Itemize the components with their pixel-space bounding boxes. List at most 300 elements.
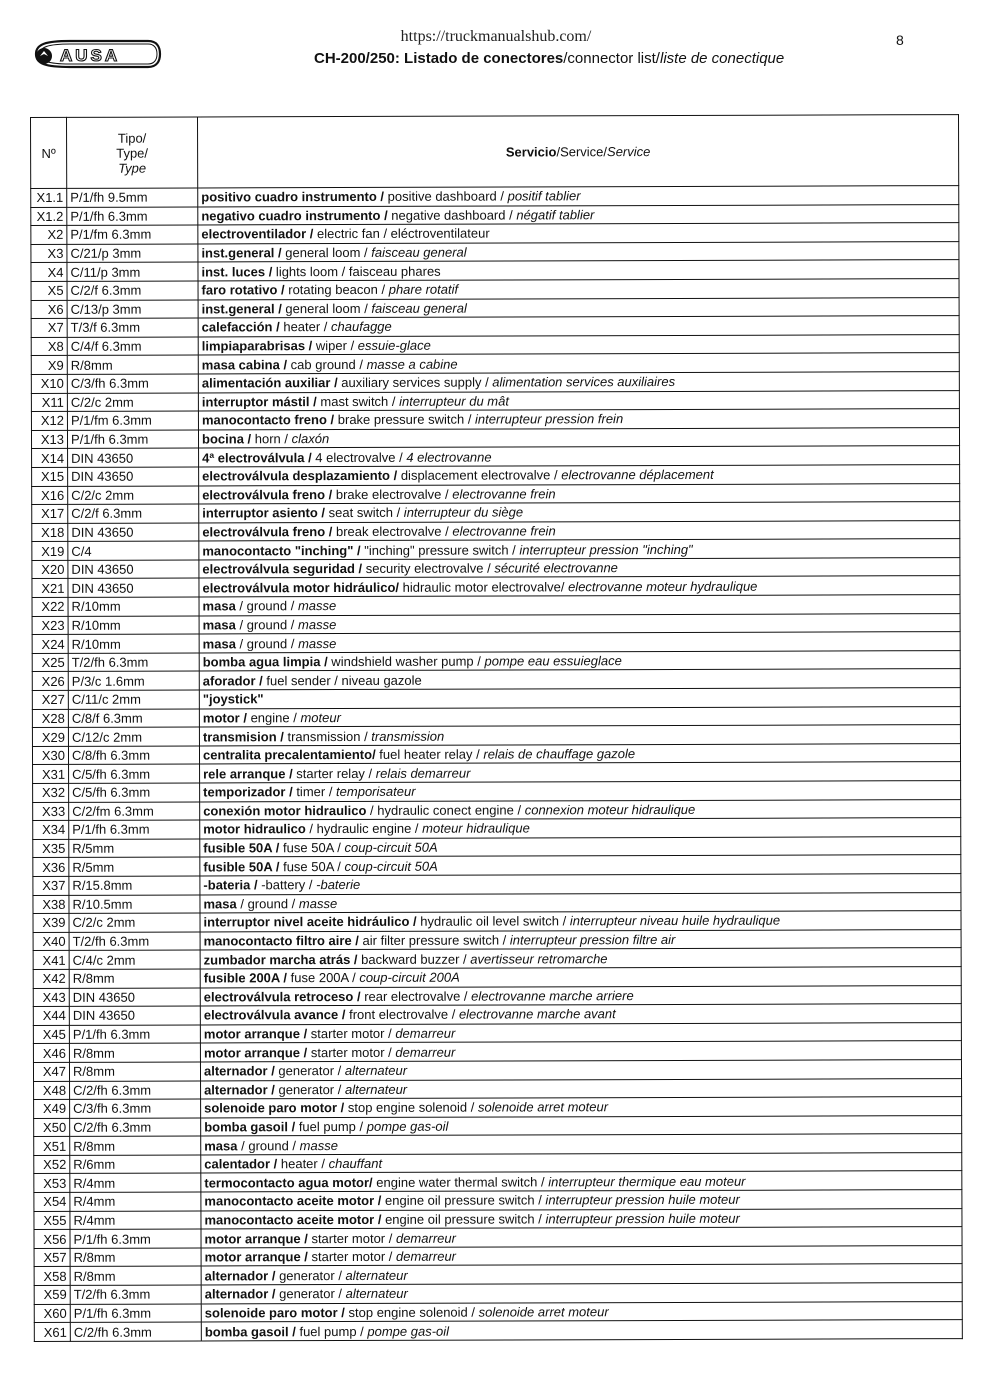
connector-number: X51 — [34, 1137, 70, 1156]
service-en: / ground / — [235, 635, 299, 651]
service-fr: connexion moteur hidraulique — [524, 801, 696, 818]
connector-service — [199, 539, 960, 560]
service-fr: essuie-glace — [357, 337, 431, 354]
service-en: brake pressure switch / — [334, 412, 476, 428]
connector-number: X55 — [34, 1211, 70, 1230]
service-es: inst.general / — [201, 301, 282, 317]
service-fr: electrovanne moteur hydraulique — [568, 578, 758, 595]
connector-service — [199, 743, 960, 764]
connector-number: X9 — [31, 356, 67, 375]
connector-service — [199, 483, 960, 504]
connector-number: X53 — [34, 1174, 70, 1193]
connector-service — [201, 1078, 962, 1099]
connector-service — [199, 595, 960, 616]
connector-number: X3 — [31, 244, 67, 263]
connector-number: X38 — [33, 895, 69, 914]
connector-number: X31 — [33, 765, 69, 784]
connector-service — [199, 613, 960, 634]
connector-number: X14 — [32, 449, 68, 468]
service-es: motor / — [202, 710, 247, 726]
connector-type: C/5/fh 6.3mm — [69, 764, 200, 783]
connector-number: X13 — [31, 430, 67, 449]
service-fr: transmission — [371, 728, 445, 744]
document-title: CH-200/250: Listado de conectores/connector list/liste de conectique — [314, 50, 785, 67]
connector-type: R/8mm — [69, 1043, 200, 1062]
connector-table — [30, 114, 963, 1342]
connector-type: C/8/fh 6.3mm — [68, 746, 199, 765]
service-en: engine oil pressure switch / — [381, 1211, 546, 1227]
service-en: cab ground / — [287, 356, 367, 372]
connector-type: DIN 43650 — [69, 988, 200, 1007]
connector-service — [198, 316, 959, 337]
service-es: zumbador marcha atrás / — [203, 951, 358, 968]
service-fr: relais demarreur — [375, 765, 471, 781]
service-es: electroválvula retroceso / — [203, 988, 361, 1005]
connector-type: T/2/fh 6.3mm — [70, 1285, 201, 1304]
service-es: alternador / — [204, 1082, 275, 1098]
service-en: starter motor / — [307, 1044, 396, 1060]
service-fr: demarreur — [395, 1248, 457, 1264]
service-en: -battery / — [257, 877, 317, 893]
logo-text: AUSA — [60, 46, 121, 65]
connector-number: X33 — [33, 802, 69, 821]
connector-number: X1.2 — [31, 207, 67, 226]
service-es: manocontacto aceite motor / — [204, 1193, 382, 1209]
connector-service — [199, 557, 960, 578]
service-en: starter motor / — [307, 1025, 396, 1042]
service-es: bocina / — [201, 431, 252, 447]
service-es: bomba gasoil / — [204, 1323, 296, 1339]
connector-service — [200, 874, 961, 895]
connector-number: X50 — [34, 1118, 70, 1137]
service-es: aforador / — [202, 673, 263, 689]
service-es: motor hidraulico — [203, 821, 306, 837]
header-number: Nº — [31, 117, 67, 188]
service-en: negative dashboard / — [387, 207, 517, 223]
connector-type: R/15.8mm — [69, 876, 200, 895]
connector-type: C/11/c 2mm — [68, 690, 199, 709]
connector-number: X32 — [33, 783, 69, 802]
connector-type: T/3/f 6.3mm — [67, 318, 198, 337]
service-es: positivo cuadro instrumento / — [201, 189, 385, 205]
service-en: heater / — [279, 319, 332, 335]
connector-service — [198, 372, 959, 393]
service-es: bomba agua limpia / — [202, 654, 328, 670]
connector-type: C/21/p 3mm — [67, 244, 198, 263]
connector-number: X52 — [34, 1155, 70, 1174]
service-en: fuse 200A / — [287, 970, 360, 986]
service-es: fusible 50A / — [203, 840, 280, 856]
service-fr: avertisseur retromarche — [470, 950, 608, 967]
service-en: / ground / — [235, 617, 299, 633]
connector-type: P/1/fm 6.3mm — [67, 411, 198, 430]
connector-service — [198, 186, 959, 207]
source-url: https://truckmanualshub.com/ — [400, 28, 592, 45]
service-en: seat switch / — [325, 505, 404, 521]
connector-service — [200, 855, 961, 876]
service-en: fuel pump / — [295, 1323, 368, 1339]
service-en: wiper / — [312, 338, 358, 354]
connector-type: C/4 — [68, 541, 199, 560]
service-en: / hydraulic engine / — [305, 821, 423, 837]
connector-type: P/1/fh 6.3mm — [70, 1229, 201, 1248]
service-es: motor arranque / — [204, 1230, 308, 1247]
connector-number: X48 — [34, 1081, 70, 1100]
connector-service — [201, 1301, 962, 1322]
service-fr: electrovanne marche avant — [458, 1006, 616, 1023]
connector-service — [198, 241, 959, 262]
service-fr: interrupteur thermique eau moteur — [548, 1173, 746, 1190]
connector-service — [199, 464, 960, 485]
connector-service — [199, 725, 960, 746]
connector-service — [201, 1134, 962, 1155]
connector-type: C/3/fh 6.3mm — [67, 374, 198, 393]
connector-number: X49 — [34, 1099, 70, 1118]
connector-type: C/12/c 2mm — [68, 727, 199, 746]
service-es: masa — [203, 896, 237, 912]
connector-service — [201, 1264, 962, 1285]
service-es: conexión motor hidraulico — [203, 802, 367, 819]
service-es: electroválvula motor hidráulico/ — [202, 579, 400, 596]
service-es: fusible 200A / — [203, 970, 288, 986]
connector-number: X58 — [34, 1267, 70, 1286]
connector-service — [198, 390, 959, 411]
service-en: / ground / — [237, 1137, 300, 1153]
service-fr: positif tablier — [507, 188, 581, 204]
connector-service — [201, 1245, 962, 1266]
connector-type: R/10mm — [68, 634, 199, 653]
service-fr: interrupteur pression huile moteur — [545, 1192, 740, 1208]
connector-service — [198, 409, 959, 430]
service-fr: moteur hidraulique — [422, 820, 530, 837]
service-fr: pompe eau essuieglace — [484, 653, 622, 669]
service-es: masa — [202, 598, 236, 614]
service-en: break electrovalve / — [332, 523, 453, 540]
service-en: / hydraulic conect engine / — [366, 802, 525, 818]
connector-number: X26 — [32, 672, 68, 691]
service-en: transmission / — [283, 728, 372, 744]
connector-type: P/1/fh 9.5mm — [67, 188, 198, 207]
connector-service — [200, 1059, 961, 1080]
service-fr: masse — [299, 1137, 338, 1153]
service-fr: moteur — [300, 709, 341, 726]
connector-type: DIN 43650 — [69, 1006, 200, 1025]
connector-service — [201, 1320, 962, 1341]
connector-type: P/1/fh 6.3mm — [69, 1025, 200, 1044]
service-en: fuel heater relay / — [375, 746, 484, 763]
connector-service — [200, 799, 961, 820]
connector-number: X8 — [31, 337, 67, 356]
connector-number: X41 — [33, 951, 69, 970]
service-es: inst.general / — [201, 245, 282, 261]
connector-service — [199, 632, 960, 653]
connector-type: C/3/fh 6.3mm — [70, 1099, 201, 1118]
connector-number: X15 — [32, 467, 68, 486]
connector-service — [198, 334, 959, 355]
service-en: timer / — [292, 784, 337, 800]
service-es: interruptor asiento / — [202, 505, 326, 521]
connector-type: R/8mm — [70, 1136, 201, 1155]
service-en: brake electrovalve / — [332, 486, 453, 502]
service-en: displacement electrovalve / — [397, 467, 562, 484]
service-en: engine oil pressure switch / — [381, 1192, 546, 1209]
service-es: 4ª electroválvula / — [202, 449, 312, 466]
connector-number: X61 — [34, 1323, 70, 1342]
connector-service — [199, 520, 960, 541]
connector-service — [200, 892, 961, 913]
connector-type: C/2/fm 6.3mm — [69, 802, 200, 821]
ausa-logo — [30, 38, 162, 70]
service-fr: alimentation services auxiliaires — [492, 374, 676, 390]
connector-number: X35 — [33, 839, 69, 858]
service-es: alternador / — [204, 1286, 276, 1302]
service-es: calentador / — [204, 1156, 278, 1172]
service-fr: claxón — [291, 431, 330, 447]
service-en: general loom / — [281, 300, 372, 317]
service-es: motor arranque / — [204, 1249, 308, 1265]
service-en: engine / — [246, 710, 301, 726]
connector-type: C/2/f 6.3mm — [68, 504, 199, 523]
connector-service — [200, 967, 961, 988]
service-fr: relais de chauffage gazole — [483, 746, 636, 762]
connector-number: X18 — [32, 523, 68, 542]
service-es: manocontacto freno / — [201, 412, 335, 428]
connector-service — [201, 1171, 962, 1192]
connector-service — [200, 929, 961, 950]
connector-service — [198, 279, 959, 300]
connector-type: C/13/p 3mm — [67, 300, 198, 319]
connector-number: X27 — [32, 690, 68, 709]
service-fr: temporisateur — [336, 784, 416, 800]
service-en: starter relay / — [292, 765, 376, 781]
header-service: Servicio/Service/Service — [198, 115, 959, 188]
connector-service — [201, 1097, 962, 1118]
connector-type: C/5/fh 6.3mm — [69, 783, 200, 802]
connector-service — [199, 650, 960, 671]
service-es: masa — [202, 617, 236, 633]
service-en: auxiliary services supply / — [337, 374, 493, 391]
service-fr: interrupteur du mât — [399, 393, 509, 409]
service-en: 4 electrovalve / — [311, 449, 407, 465]
connector-type: C/2/fh 6.3mm — [70, 1118, 201, 1137]
service-fr: négatif tablier — [516, 207, 595, 223]
service-fr: demarreur — [395, 1044, 456, 1060]
connector-type: DIN 43650 — [68, 467, 199, 486]
connector-service — [200, 836, 961, 857]
service-en: mast switch / — [316, 393, 400, 409]
connector-type: T/2/fh 6.3mm — [69, 932, 200, 951]
service-es: limpiaparabrisas / — [201, 338, 313, 354]
connector-number: X2 — [31, 226, 67, 245]
service-fr: electrovanne déplacement — [561, 467, 714, 483]
service-en: front electrovalve / — [345, 1007, 459, 1023]
connector-type: C/4/c 2mm — [69, 950, 200, 969]
connector-type: P/1/fm 6.3mm — [67, 225, 198, 244]
connector-type: C/2/c 2mm — [69, 913, 200, 932]
service-en: generator / — [274, 1063, 345, 1079]
connector-type: DIN 43650 — [68, 523, 199, 542]
connector-service — [200, 948, 961, 969]
service-es: manocontacto "inching" / — [202, 542, 361, 559]
service-en: / ground / — [236, 896, 299, 912]
service-es: interruptor nivel aceite hidráulico / — [203, 914, 417, 930]
service-es: -bateria / — [203, 877, 258, 893]
service-es: electroválvula avance / — [203, 1007, 346, 1023]
connector-number: X34 — [33, 821, 69, 840]
service-en: hidraulic motor electrovalve/ — [398, 579, 569, 595]
connector-service — [199, 688, 960, 709]
connector-number: X37 — [33, 876, 69, 895]
connector-type: R/8mm — [70, 1248, 201, 1267]
service-fr: phare rotatif — [388, 281, 459, 298]
service-es: manocontacto aceite motor / — [204, 1211, 382, 1228]
connector-number: X39 — [33, 914, 69, 933]
connector-type: C/11/p 3mm — [67, 262, 198, 281]
service-fr: alternateur — [344, 1063, 408, 1079]
connector-number: X54 — [34, 1192, 70, 1211]
service-es: termocontacto agua motor/ — [204, 1174, 373, 1191]
connector-type: C/8/f 6.3mm — [68, 709, 199, 728]
table-row — [34, 1320, 962, 1342]
connector-service — [200, 1041, 961, 1062]
connector-service — [200, 1022, 961, 1043]
connector-service — [200, 911, 961, 932]
connector-type: R/5mm — [69, 857, 200, 876]
service-fr: masse — [297, 598, 337, 614]
service-fr: alternateur — [344, 1081, 408, 1097]
service-fr: electrovanne frein — [452, 486, 556, 502]
connector-type: DIN 43650 — [68, 578, 199, 597]
service-en: "inching" pressure switch / — [360, 542, 520, 558]
connector-type: R/10mm — [68, 597, 199, 616]
service-es: electroválvula freno / — [202, 524, 333, 540]
service-es: electroválvula desplazamiento / — [202, 468, 398, 484]
service-fr: sécurité electrovanne — [494, 560, 618, 576]
service-es: rele arranque / — [203, 765, 293, 782]
service-en: horn / — [251, 431, 292, 447]
connector-type: R/5mm — [69, 839, 200, 858]
connector-type: R/8mm — [69, 969, 200, 988]
service-fr: interrupteur niveau huile hydraulique — [569, 913, 781, 929]
connector-type: R/6mm — [70, 1155, 201, 1174]
connector-number: X47 — [33, 1062, 69, 1081]
connector-service — [201, 1115, 962, 1136]
service-fr: coup-circuit 200A — [359, 969, 460, 986]
service-en: windshield washer pump / — [327, 653, 485, 670]
service-es: interruptor mástil / — [201, 393, 317, 410]
connector-number: X7 — [31, 319, 67, 338]
service-en: stop engine solenoid / — [344, 1304, 479, 1320]
connector-type: C/2/f 6.3mm — [67, 281, 198, 300]
connector-number: X42 — [33, 969, 69, 988]
service-fr: demarreur — [395, 1230, 456, 1246]
service-es: alternador / — [204, 1267, 276, 1284]
connector-service — [199, 669, 960, 690]
service-es: calefacción / — [201, 319, 280, 335]
connector-number: X43 — [33, 988, 69, 1007]
service-en: rotating beacon / — [284, 282, 389, 298]
connector-type: DIN 43650 — [68, 448, 199, 467]
service-fr: faisceau general — [371, 300, 467, 316]
connector-service — [200, 762, 961, 783]
service-es: centralita precalentamiento/ — [202, 747, 376, 763]
service-en: air filter pressure switch / — [358, 932, 510, 949]
service-fr: coup-circuit 50A — [344, 858, 438, 874]
service-en: fuel sender / niveau gazole — [262, 672, 422, 689]
service-en: lights loom / faisceau phares — [272, 263, 441, 279]
service-en: generator / — [275, 1286, 346, 1302]
connector-service — [198, 297, 959, 318]
connector-service — [199, 706, 960, 727]
service-es: negativo cuadro instrumento / — [201, 207, 388, 224]
service-en: starter motor / — [307, 1230, 396, 1246]
service-en: fuse 50A / — [279, 858, 345, 874]
service-fr: alternateur — [345, 1286, 408, 1302]
connector-type: C/2/fh 6.3mm — [70, 1322, 201, 1341]
service-es: alternador / — [203, 1063, 275, 1079]
service-en: generator / — [274, 1081, 345, 1098]
service-en: fuel pump / — [295, 1118, 367, 1135]
connector-number: X44 — [33, 1007, 69, 1026]
connector-service — [199, 576, 960, 597]
service-en: backward buzzer / — [357, 951, 471, 967]
service-fr: electrovanne frein — [452, 523, 556, 539]
connector-type: R/4mm — [70, 1211, 201, 1230]
connector-service — [198, 353, 959, 374]
service-fr: interrupteur pression frein — [475, 411, 624, 428]
service-fr: solenoide arret moteur — [477, 1099, 609, 1115]
connector-type: P/3/c 1.6mm — [68, 671, 199, 690]
connector-number: X6 — [31, 300, 67, 319]
service-es: solenoide paro motor / — [204, 1100, 345, 1116]
connector-number: X24 — [32, 635, 68, 654]
service-es: alimentación auxiliar / — [201, 375, 338, 391]
connector-service — [199, 502, 960, 523]
service-en: electric fan / eléctroventilateur — [313, 226, 490, 242]
table-body — [31, 186, 963, 1342]
connector-service — [200, 818, 961, 839]
service-fr: interrupteur pression filtre air — [509, 932, 676, 948]
connector-service — [201, 1208, 962, 1229]
connector-service — [198, 427, 959, 448]
service-es: motor arranque / — [203, 1026, 308, 1042]
service-fr: pompe gas-oil — [367, 1323, 450, 1339]
service-es: masa — [204, 1137, 238, 1154]
service-en: rear electrovalve / — [360, 988, 472, 1004]
service-fr: masse — [298, 635, 337, 651]
connector-type: P/1/fh 6.3mm — [67, 207, 198, 226]
service-en: generator / — [275, 1267, 346, 1283]
service-en: starter motor / — [307, 1248, 397, 1265]
service-fr: -baterie — [316, 877, 361, 893]
service-es: electroventilador / — [201, 226, 314, 242]
service-es: temporizador / — [203, 784, 293, 800]
service-fr: electrovanne marche arriere — [471, 987, 634, 1004]
connector-number: X30 — [32, 746, 68, 765]
service-en: positive dashboard / — [383, 188, 508, 205]
service-fr: masse — [298, 895, 338, 912]
connector-number: X1.1 — [31, 188, 67, 207]
header-type: Tipo/ Type/ Type — [67, 117, 198, 188]
service-fr: interrupteur du siège — [403, 504, 524, 521]
connector-number: X16 — [32, 486, 68, 505]
connector-number: X29 — [32, 728, 68, 747]
connector-number: X40 — [33, 932, 69, 951]
service-en: stop engine solenoid / — [344, 1099, 478, 1116]
service-es: fusible 50A / — [203, 858, 280, 875]
connector-service — [200, 985, 961, 1006]
connector-number: X45 — [33, 1025, 69, 1044]
